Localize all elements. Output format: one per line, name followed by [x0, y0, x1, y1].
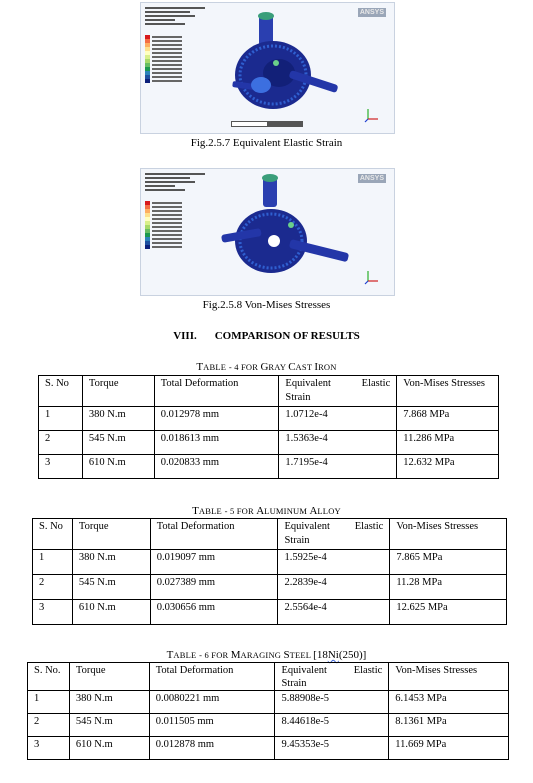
section-title: COMPARISON OF RESULTS: [214, 330, 360, 342]
header-equivalent-elastic-strain: Equivalent Elastic Strain: [279, 376, 397, 407]
table-header-row: [33, 519, 507, 550]
figure-equivalent-elastic-strain: [140, 2, 395, 134]
header-equivalent-elastic-strain: Equivalent Elastic Strain: [278, 519, 390, 550]
table-row: 3 610 N.m 0.020833 mm 1.7195e-4 12.632 MPa: [39, 455, 499, 479]
table-row: 3 610 N.m 0.012878 mm 9.45353e-5 11.669 MPa: [28, 737, 509, 760]
spellcheck-underline: Ni: [327, 649, 339, 661]
table-row: 2 545 N.m 0.018613 mm 1.5363e-4 11.286 MPa: [39, 431, 499, 455]
header-torque: Torque: [72, 519, 150, 550]
scale-bar: [231, 121, 303, 127]
header-equivalent-elastic-strain: Equivalent Elastic Strain: [275, 663, 389, 691]
header-von-mises: Von-Mises Stresses: [390, 519, 507, 550]
header-von-mises: Von-Mises Stresses: [397, 376, 499, 407]
header-total-deformation: Total Deformation: [150, 519, 278, 550]
table-row: 2 545 N.m 0.027389 mm 2.2839e-4 11.28 MPa: [33, 575, 507, 600]
table-header-row: [39, 376, 499, 407]
table-caption: TABLE - 4 FOR GRAY CAST IRON: [196, 361, 337, 373]
axis-triad-icon: [364, 107, 380, 123]
table-row: 1 380 N.m 0.0080221 mm 5.88908e-5 6.1453 MPa: [28, 691, 509, 714]
header-torque: Torque: [69, 663, 149, 691]
figure-caption: Fig.2.5.8 Von-Mises Stresses: [202, 299, 331, 311]
table-row: 2 545 N.m 0.011505 mm 8.44618e-5 8.1361 MPa: [28, 714, 509, 737]
axis-triad-icon: [364, 269, 380, 285]
table-row: 1 380 N.m 0.019097 mm 1.5925e-4 7.865 MPa: [33, 550, 507, 575]
header-torque: Torque: [82, 376, 154, 407]
table-row: 3 610 N.m 0.030656 mm 2.5564e-4 12.625 MPa: [33, 600, 507, 625]
results-table-gray-cast-iron: [38, 375, 499, 479]
header-total-deformation: Total Deformation: [154, 376, 279, 407]
header-total-deformation: Total Deformation: [149, 663, 275, 691]
results-table-maraging-steel: [27, 662, 509, 760]
ansys-logo: ANSYS: [359, 175, 384, 182]
table-caption: TABLE - 5 FOR ALUMINUM ALLOY: [192, 505, 341, 517]
ansys-logo: ANSYS: [359, 9, 384, 16]
figure-von-mises-stresses: [140, 168, 395, 296]
gear-model-image: [141, 169, 394, 295]
section-number: VIII.: [173, 330, 197, 342]
table-row: 1 380 N.m 0.012978 mm 1.0712e-4 7.868 MPa: [39, 407, 499, 431]
header-sno: S. No: [39, 376, 83, 407]
table-header-row: [28, 663, 509, 691]
results-table-aluminum-alloy: [32, 518, 507, 625]
section-heading: [0, 330, 533, 342]
header-von-mises: Von-Mises Stresses: [389, 663, 509, 691]
gear-model-image: [141, 3, 394, 133]
figure-caption: Fig.2.5.7 Equivalent Elastic Strain: [190, 137, 343, 149]
header-sno: S. No.: [28, 663, 70, 691]
table-caption: TABLE - 6 FOR MARAGING STEEL [18Ni(250)]: [166, 649, 367, 661]
header-sno: S. No: [33, 519, 73, 550]
